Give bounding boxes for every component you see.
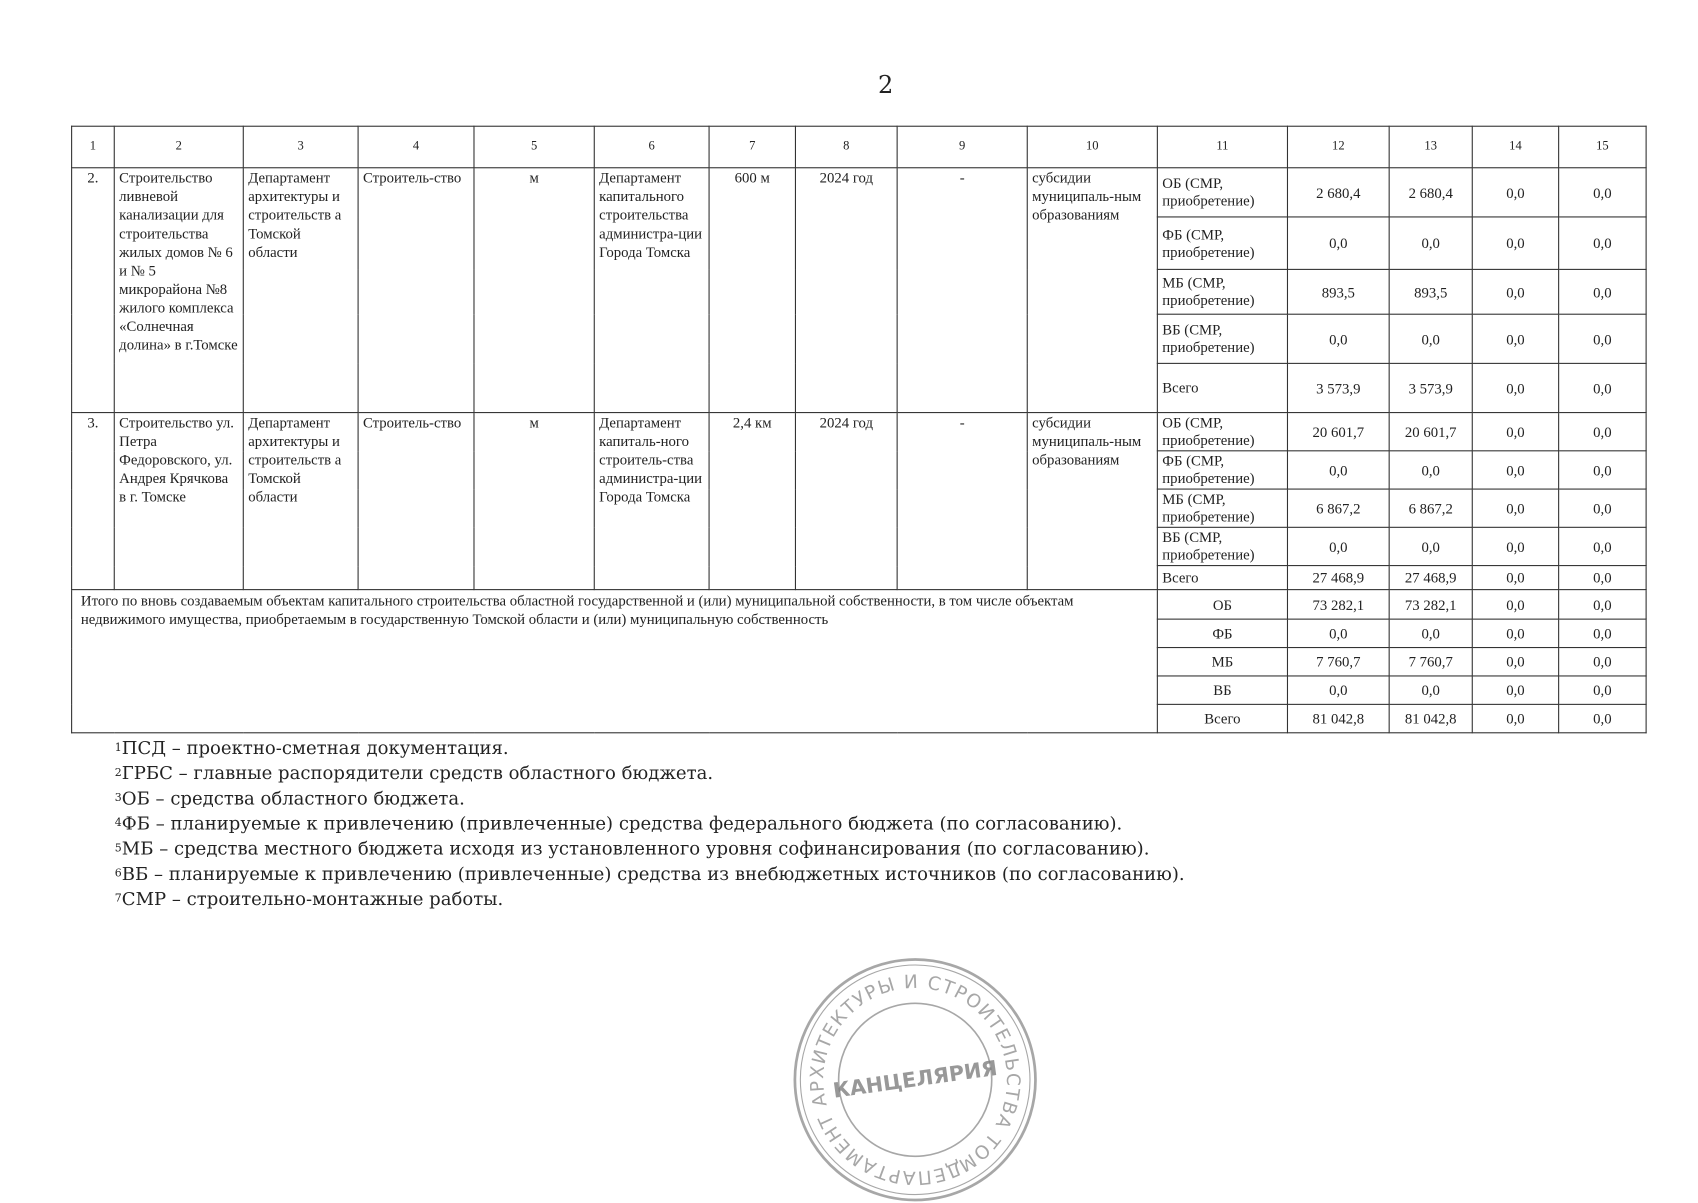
objects-table (71, 126, 1647, 734)
support-form: субсидии муниципаль-ным образованиям (1027, 413, 1157, 590)
office-stamp (792, 956, 1039, 1203)
footnote-mark: 5 (114, 842, 122, 855)
object-name: Строительство ливневой канализации для строительства жилых домов № 6 и № 5 микрорайона №8 жилого комплекса «Солнечная долина» в г.Томске (114, 168, 243, 413)
total-row (72, 590, 1646, 620)
value-15: 0,0 (1559, 527, 1646, 565)
unit: м (474, 168, 594, 413)
value-14: 0,0 (1472, 363, 1558, 412)
row-number: 3. (72, 413, 115, 590)
total-value-14: 0,0 (1472, 590, 1558, 620)
total-value-15: 0,0 (1559, 676, 1646, 704)
column-number: 13 (1389, 126, 1472, 168)
table-row (72, 168, 1646, 217)
grbs: Департамент архитектуры и строительств а Томской области (243, 168, 358, 413)
total-value-13: 7 760,7 (1389, 648, 1472, 676)
col9-value: - (897, 413, 1027, 590)
total-source: ОБ (1157, 590, 1287, 620)
total-value-12: 73 282,1 (1287, 590, 1389, 620)
column-number: 5 (474, 126, 594, 168)
value-14: 0,0 (1472, 269, 1558, 314)
total-value-14: 0,0 (1472, 704, 1558, 732)
value-15: 0,0 (1559, 363, 1646, 412)
total-value-12: 0,0 (1287, 619, 1389, 647)
value-14: 0,0 (1472, 489, 1558, 527)
column-number: 7 (709, 126, 795, 168)
total-label: Итого по вновь создаваемым объектам капитального строительства областной государственной и (или) муниципальной собственности, в том числе объектам недвижимого имущества, приобретаемым в государственную Томской области и (или) муниципальную собственность (72, 590, 1158, 733)
footnote-text: МБ – средства местного бюджета исходя из установленного уровня софинансирования (по согласованию). (121, 838, 1150, 860)
value-12: 0,0 (1287, 527, 1389, 565)
column-number: 3 (243, 126, 358, 168)
capacity: 600 м (709, 168, 795, 413)
value-14: 0,0 (1472, 314, 1558, 363)
column-number: 12 (1287, 126, 1389, 168)
value-14: 0,0 (1472, 451, 1558, 489)
total-source: ФБ (1157, 619, 1287, 647)
value-13: 0,0 (1389, 217, 1472, 269)
footnote-mark: 2 (114, 767, 122, 780)
value-12: 2 680,4 (1287, 168, 1389, 217)
finance-source: ОБ (СМР, приобретение) (1157, 168, 1287, 217)
support-form: субсидии муниципаль-ным образованиям (1027, 168, 1157, 413)
value-14: 0,0 (1472, 217, 1558, 269)
footnote (115, 761, 1185, 786)
finance-source: Всего (1157, 566, 1287, 590)
column-number: 11 (1157, 126, 1287, 168)
total-value-12: 0,0 (1287, 676, 1389, 704)
value-14: 0,0 (1472, 168, 1558, 217)
finance-source: ОБ (СМР, приобретение) (1157, 413, 1287, 451)
column-number: 15 (1559, 126, 1646, 168)
finance-source: ВБ (СМР, приобретение) (1157, 527, 1287, 565)
row-number: 2. (72, 168, 115, 413)
value-15: 0,0 (1559, 413, 1646, 451)
footnote-text: ФБ – планируемые к привлечению (привлеченные) средства федерального бюджета (по согласованию). (121, 813, 1123, 834)
footnote (115, 861, 1185, 886)
page-number: 2 (878, 72, 894, 100)
total-value-12: 7 760,7 (1287, 648, 1389, 676)
value-12: 0,0 (1287, 451, 1389, 489)
object-name: Строительство ул. Петра Федоровского, ул. Андрея Крячкова в г. Томске (114, 413, 243, 590)
unit: м (474, 413, 594, 590)
year: 2024 год (795, 168, 897, 413)
value-13: 6 867,2 (1389, 489, 1472, 527)
value-15: 0,0 (1559, 566, 1646, 590)
value-12: 893,5 (1287, 269, 1389, 314)
column-number: 2 (114, 126, 243, 168)
stamp-center-text: КАНЦЕЛЯРИЯ (831, 1055, 999, 1103)
value-12: 27 468,9 (1287, 566, 1389, 590)
column-number: 1 (72, 126, 115, 168)
value-15: 0,0 (1559, 168, 1646, 217)
value-12: 6 867,2 (1287, 489, 1389, 527)
work-type: Строитель-ство (358, 168, 474, 413)
grbs: Департамент архитектуры и строительств а Томской области (243, 413, 358, 590)
total-value-14: 0,0 (1472, 619, 1558, 647)
value-13: 2 680,4 (1389, 168, 1472, 217)
total-value-13: 0,0 (1389, 676, 1472, 704)
footnote (115, 811, 1185, 836)
col9-value: - (897, 168, 1027, 413)
value-13: 27 468,9 (1389, 566, 1472, 590)
footnote (115, 736, 1185, 761)
total-value-15: 0,0 (1559, 619, 1646, 647)
finance-source: МБ (СМР, приобретение) (1157, 269, 1287, 314)
total-source: ВБ (1157, 676, 1287, 704)
finance-source: МБ (СМР, приобретение) (1157, 489, 1287, 527)
total-value-13: 0,0 (1389, 619, 1472, 647)
footnote-text: СМР – строительно-монтажные работы. (121, 888, 504, 910)
column-numbers-row (72, 126, 1646, 168)
value-12: 3 573,9 (1287, 363, 1389, 412)
total-source: МБ (1157, 648, 1287, 676)
footnote (115, 886, 1185, 911)
total-source: Всего (1157, 704, 1287, 732)
value-15: 0,0 (1559, 269, 1646, 314)
customer: Департамент капитального строительства администра-ции Города Томска (594, 168, 709, 413)
finance-source: ФБ (СМР, приобретение) (1157, 451, 1287, 489)
column-number: 4 (358, 126, 474, 168)
footnote-mark: 3 (114, 792, 122, 805)
value-14: 0,0 (1472, 413, 1558, 451)
total-value-15: 0,0 (1559, 590, 1646, 620)
value-13: 893,5 (1389, 269, 1472, 314)
stamp-ring-text: ДЕПАРТАМЕНТ АРХИТЕКТУРЫ И СТРОИТЕЛЬСТВА ТОМСКОЙ (807, 971, 1024, 1188)
footnote-mark: 7 (114, 892, 122, 905)
table-row (72, 413, 1646, 451)
year: 2024 год (795, 413, 897, 590)
footnote-text: ВБ – планируемые к привлечению (привлеченные) средства из внебюджетных источников (по согласованию). (121, 863, 1185, 885)
total-value-15: 0,0 (1559, 704, 1646, 732)
value-12: 20 601,7 (1287, 413, 1389, 451)
total-value-12: 81 042,8 (1287, 704, 1389, 732)
footnote-mark: 1 (114, 742, 122, 755)
footnote (115, 836, 1185, 861)
value-15: 0,0 (1559, 489, 1646, 527)
finance-source: Всего (1157, 363, 1287, 412)
value-15: 0,0 (1559, 217, 1646, 269)
footnote-mark: 6 (114, 867, 122, 880)
value-13: 0,0 (1389, 527, 1472, 565)
footnote (115, 786, 1185, 811)
capacity: 2,4 км (709, 413, 795, 590)
total-value-13: 81 042,8 (1389, 704, 1472, 732)
value-14: 0,0 (1472, 566, 1558, 590)
footnote-text: ПСД – проектно-сметная документация. (121, 737, 509, 759)
total-value-15: 0,0 (1559, 648, 1646, 676)
finance-source: ФБ (СМР, приобретение) (1157, 217, 1287, 269)
value-13: 0,0 (1389, 314, 1472, 363)
footnote-mark: 4 (114, 817, 122, 830)
work-type: Строитель-ство (358, 413, 474, 590)
value-12: 0,0 (1287, 217, 1389, 269)
column-number: 8 (795, 126, 897, 168)
value-14: 0,0 (1472, 527, 1558, 565)
value-15: 0,0 (1559, 314, 1646, 363)
column-number: 10 (1027, 126, 1157, 168)
column-number: 6 (594, 126, 709, 168)
column-number: 14 (1472, 126, 1558, 168)
footnotes (115, 736, 1185, 912)
footnote-text: ГРБС – главные распорядители средств областного бюджета. (121, 762, 714, 784)
value-13: 0,0 (1389, 451, 1472, 489)
customer: Департамент капиталь-ного строитель-ства администра-ции Города Томска (594, 413, 709, 590)
value-12: 0,0 (1287, 314, 1389, 363)
finance-source: ВБ (СМР, приобретение) (1157, 314, 1287, 363)
total-value-14: 0,0 (1472, 676, 1558, 704)
value-13: 3 573,9 (1389, 363, 1472, 412)
total-value-14: 0,0 (1472, 648, 1558, 676)
value-15: 0,0 (1559, 451, 1646, 489)
column-number: 9 (897, 126, 1027, 168)
value-13: 20 601,7 (1389, 413, 1472, 451)
footnote-text: ОБ – средства областного бюджета. (121, 787, 465, 809)
total-value-13: 73 282,1 (1389, 590, 1472, 620)
